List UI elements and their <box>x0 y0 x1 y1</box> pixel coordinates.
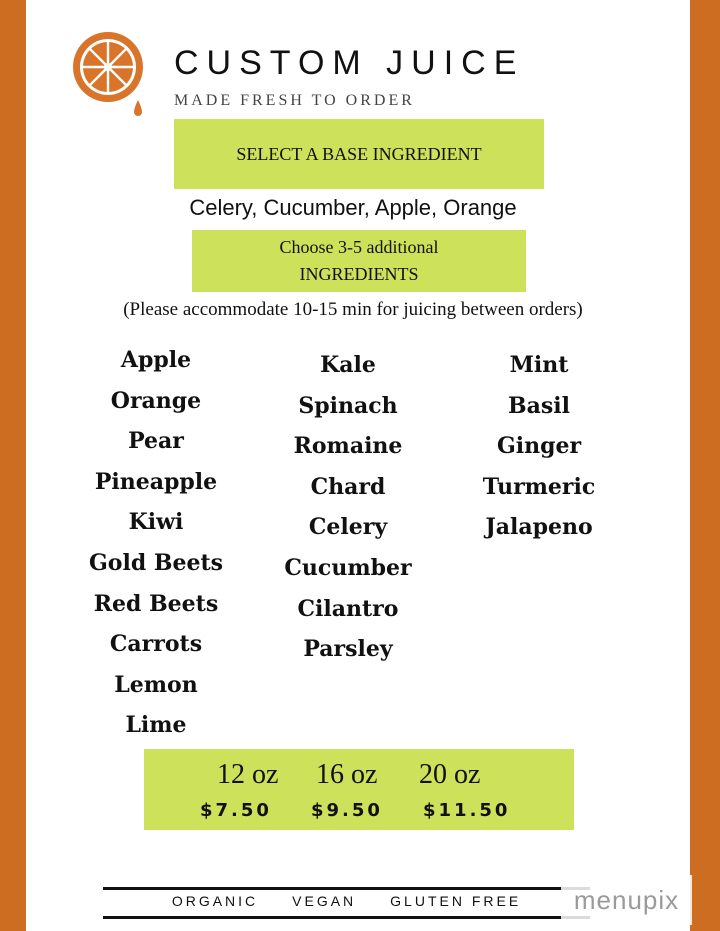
juicing-time-note: (Please accommodate 10-15 min for juicing between orders) <box>123 299 583 320</box>
list-item: Pear <box>128 428 184 455</box>
list-item: Red Beets <box>93 590 219 617</box>
right-border <box>690 0 720 931</box>
list-item: Apple <box>120 347 192 373</box>
list-item: Kale <box>320 352 376 378</box>
additional-heading-line2: INGREDIENTS <box>299 264 419 284</box>
list-item: Orange <box>110 387 202 414</box>
size-price-panel <box>144 749 574 830</box>
page-title: CUSTOM JUICE <box>174 44 525 82</box>
list-item: Gold Beets <box>89 549 223 576</box>
footer-top-rule <box>103 887 590 890</box>
list-item: Jalapeno <box>485 514 593 541</box>
list-item: Celery <box>308 514 388 541</box>
ingredient-column-fruits <box>61 340 251 746</box>
footer-tag-vegan: VEGAN <box>292 893 357 909</box>
list-item: Lemon <box>114 671 198 698</box>
price-label: $9.50 <box>311 800 383 821</box>
footer-tag-organic: ORGANIC <box>171 893 259 909</box>
list-item: Basil <box>508 392 570 419</box>
base-ingredient-heading: SELECT A BASE INGREDIENT <box>174 119 544 189</box>
list-item: Romaine <box>293 433 403 460</box>
page-subtitle: MADE FRESH TO ORDER <box>174 92 415 109</box>
additional-ingredients-heading <box>192 230 526 292</box>
list-item: Spinach <box>298 392 398 419</box>
list-item: Cilantro <box>297 595 399 622</box>
price-label: $11.50 <box>423 800 511 821</box>
size-label: 16 oz <box>316 759 378 790</box>
size-label: 20 oz <box>419 759 481 790</box>
list-item: Carrots <box>109 631 203 658</box>
base-ingredient-options: Celery, Cucumber, Apple, Orange <box>189 195 517 220</box>
list-item: Turmeric <box>482 473 596 500</box>
additional-heading-line1: Choose 3-5 additional <box>279 237 439 257</box>
ingredient-column-herbs <box>444 345 634 548</box>
price-label: $7.50 <box>200 800 272 821</box>
orange-slice-icon <box>71 30 145 118</box>
footer-bottom-rule <box>103 916 590 919</box>
list-item: Kiwi <box>128 509 184 536</box>
list-item: Pineapple <box>94 468 218 495</box>
size-label: 12 oz <box>217 759 279 790</box>
left-border <box>0 0 26 931</box>
list-item: Lime <box>125 712 187 739</box>
footer-tags <box>103 893 590 909</box>
list-item: Mint <box>509 352 569 378</box>
ingredient-column-greens <box>253 345 443 670</box>
watermark: menupix <box>561 875 692 925</box>
list-item: Ginger <box>496 433 582 460</box>
footer-tag-gluten-free: GLUTEN FREE <box>390 893 522 909</box>
list-item: Chard <box>310 473 386 500</box>
list-item: Parsley <box>303 636 393 663</box>
list-item: Cucumber <box>284 554 412 581</box>
